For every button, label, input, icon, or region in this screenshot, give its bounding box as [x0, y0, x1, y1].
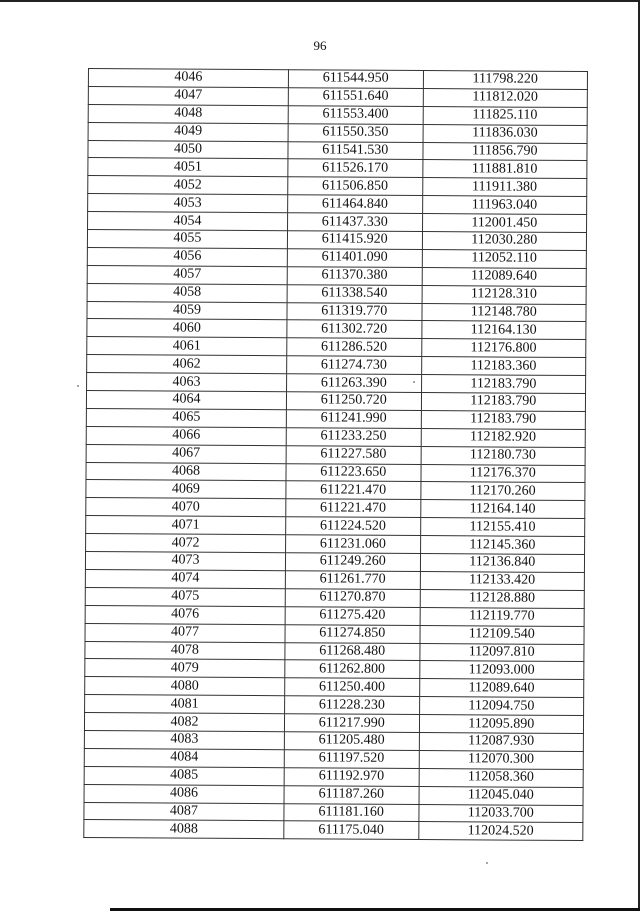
y-coordinate-cell: 111825.110 — [423, 106, 588, 125]
y-coordinate-cell: 112176.800 — [421, 339, 586, 358]
x-coordinate-cell: 611506.850 — [288, 177, 423, 196]
y-coordinate-cell: 112128.310 — [422, 285, 587, 304]
x-coordinate-cell: 611223.650 — [286, 463, 421, 482]
coordinates-table — [83, 68, 588, 841]
y-coordinate-cell: 111911.380 — [422, 178, 587, 197]
x-coordinate-cell: 611250.720 — [286, 392, 421, 411]
y-coordinate-cell: 112183.790 — [421, 410, 586, 429]
x-coordinate-cell: 611401.090 — [287, 249, 422, 268]
y-coordinate-cell: 112136.840 — [420, 554, 585, 573]
x-coordinate-cell: 611227.580 — [286, 445, 421, 464]
y-coordinate-cell: 112128.880 — [420, 589, 585, 608]
y-coordinate-cell: 112109.540 — [420, 625, 585, 644]
x-coordinate-cell: 611286.520 — [287, 338, 422, 357]
y-coordinate-cell: 111881.810 — [422, 160, 587, 179]
point-id-cell: 4057 — [87, 265, 287, 284]
x-coordinate-cell: 611268.480 — [285, 642, 420, 661]
x-coordinate-cell: 611263.390 — [286, 374, 421, 393]
table-row — [84, 820, 583, 841]
point-id-cell: 4085 — [84, 766, 284, 785]
y-coordinate-cell: 112087.930 — [419, 732, 584, 751]
point-id-cell: 4047 — [88, 86, 288, 105]
point-id-cell: 4087 — [84, 802, 284, 821]
x-coordinate-cell: 611274.850 — [285, 624, 420, 643]
point-id-cell: 4079 — [85, 659, 285, 678]
x-coordinate-cell: 611181.160 — [284, 803, 419, 822]
y-coordinate-cell: 112164.140 — [420, 500, 585, 519]
point-id-cell: 4081 — [85, 695, 285, 714]
point-id-cell: 4068 — [86, 462, 286, 481]
point-id-cell: 4074 — [85, 569, 285, 588]
x-coordinate-cell: 611197.520 — [284, 750, 419, 769]
point-id-cell: 4065 — [86, 408, 286, 427]
y-coordinate-cell: 111798.220 — [423, 71, 588, 90]
x-coordinate-cell: 611261.770 — [285, 571, 420, 590]
point-id-cell: 4063 — [87, 373, 287, 392]
x-coordinate-cell: 611415.920 — [287, 231, 422, 250]
y-coordinate-cell: 112001.450 — [422, 214, 587, 233]
y-coordinate-cell: 111963.040 — [422, 196, 587, 215]
page-number: 96 — [313, 38, 327, 53]
y-coordinate-cell: 112170.260 — [420, 482, 585, 501]
y-coordinate-cell: 112145.360 — [420, 536, 585, 555]
x-coordinate-cell: 611175.040 — [284, 821, 419, 840]
x-coordinate-cell: 611192.970 — [284, 767, 419, 786]
x-coordinate-cell: 611338.540 — [287, 284, 422, 303]
y-coordinate-cell: 112058.360 — [419, 768, 584, 787]
x-coordinate-cell: 611249.260 — [285, 553, 420, 572]
x-coordinate-cell: 611553.400 — [288, 106, 423, 125]
x-coordinate-cell: 611544.950 — [288, 70, 423, 89]
x-coordinate-cell: 611187.260 — [284, 785, 419, 804]
y-coordinate-cell: 112089.640 — [419, 679, 584, 698]
y-coordinate-cell: 112024.520 — [418, 822, 583, 841]
x-coordinate-cell: 611262.800 — [285, 660, 420, 679]
y-coordinate-cell: 111812.020 — [423, 88, 588, 107]
y-coordinate-cell: 112093.000 — [419, 661, 584, 680]
x-coordinate-cell: 611319.770 — [287, 302, 422, 321]
y-coordinate-cell: 112176.370 — [421, 464, 586, 483]
point-id-cell: 4058 — [87, 283, 287, 302]
point-id-cell: 4067 — [86, 444, 286, 463]
y-coordinate-cell: 112030.280 — [422, 232, 587, 251]
y-coordinate-cell: 112133.420 — [420, 571, 585, 590]
y-coordinate-cell: 112094.750 — [419, 697, 584, 716]
x-coordinate-cell: 611437.330 — [287, 213, 422, 232]
x-coordinate-cell: 611250.400 — [285, 678, 420, 697]
point-id-cell: 4060 — [87, 319, 287, 338]
point-id-cell: 4088 — [84, 820, 284, 839]
point-id-cell: 4070 — [86, 498, 286, 517]
point-id-cell: 4084 — [84, 748, 284, 767]
x-coordinate-cell: 611231.060 — [286, 535, 421, 554]
y-coordinate-cell: 112097.810 — [419, 643, 584, 662]
point-id-cell: 4048 — [88, 104, 288, 123]
y-coordinate-cell: 112148.780 — [422, 303, 587, 322]
point-id-cell: 4061 — [87, 337, 287, 356]
point-id-cell: 4086 — [84, 784, 284, 803]
y-coordinate-cell: 112070.300 — [419, 750, 584, 769]
x-coordinate-cell: 611221.470 — [286, 481, 421, 500]
point-id-cell: 4049 — [88, 122, 288, 141]
y-coordinate-cell: 112033.700 — [418, 804, 583, 823]
point-id-cell: 4082 — [84, 713, 284, 732]
x-coordinate-cell: 611241.990 — [286, 410, 421, 429]
x-coordinate-cell: 611551.640 — [288, 88, 423, 107]
point-id-cell: 4053 — [88, 194, 288, 213]
scan-speck — [77, 385, 79, 387]
point-id-cell: 4054 — [88, 212, 288, 231]
x-coordinate-cell: 611233.250 — [286, 428, 421, 447]
x-coordinate-cell: 611221.470 — [286, 499, 421, 518]
point-id-cell: 4075 — [85, 587, 285, 606]
y-coordinate-cell: 112180.730 — [421, 446, 586, 465]
y-coordinate-cell: 111836.030 — [423, 124, 588, 143]
x-coordinate-cell: 611302.720 — [287, 320, 422, 339]
y-coordinate-cell: 112095.890 — [419, 715, 584, 734]
y-coordinate-cell: 112119.770 — [420, 607, 585, 626]
y-coordinate-cell: 112182.920 — [421, 428, 586, 447]
x-coordinate-cell: 611464.840 — [288, 195, 423, 214]
point-id-cell: 4073 — [85, 552, 285, 571]
y-coordinate-cell: 112045.040 — [419, 786, 584, 805]
page-edge-top — [0, 0, 640, 2]
point-id-cell: 4072 — [86, 534, 286, 553]
y-coordinate-cell: 112183.360 — [421, 357, 586, 376]
x-coordinate-cell: 611550.350 — [288, 123, 423, 142]
y-coordinate-cell: 112183.790 — [421, 375, 586, 394]
scan-speck — [413, 381, 415, 383]
coordinates-table-body — [84, 69, 588, 841]
point-id-cell: 4046 — [88, 69, 288, 88]
x-coordinate-cell: 611224.520 — [286, 517, 421, 536]
x-coordinate-cell: 611274.730 — [287, 356, 422, 375]
y-coordinate-cell: 111856.790 — [423, 142, 588, 161]
x-coordinate-cell: 611370.380 — [287, 267, 422, 286]
x-coordinate-cell: 611205.480 — [284, 732, 419, 751]
point-id-cell: 4071 — [86, 516, 286, 535]
point-id-cell: 4059 — [87, 301, 287, 320]
point-id-cell: 4050 — [88, 140, 288, 159]
point-id-cell: 4064 — [86, 391, 286, 410]
y-coordinate-cell: 112155.410 — [420, 518, 585, 537]
point-id-cell: 4076 — [85, 605, 285, 624]
x-coordinate-cell: 611228.230 — [285, 696, 420, 715]
point-id-cell: 4056 — [87, 247, 287, 266]
point-id-cell: 4080 — [85, 677, 285, 696]
x-coordinate-cell: 611526.170 — [288, 159, 423, 178]
point-id-cell: 4055 — [87, 230, 287, 249]
x-coordinate-cell: 611275.420 — [285, 606, 420, 625]
point-id-cell: 4066 — [86, 426, 286, 445]
y-coordinate-cell: 112089.640 — [422, 267, 587, 286]
scan-speck — [486, 862, 488, 864]
x-coordinate-cell: 611541.530 — [288, 141, 423, 160]
point-id-cell: 4077 — [85, 623, 285, 642]
point-id-cell: 4062 — [87, 355, 287, 374]
point-id-cell: 4083 — [84, 730, 284, 749]
y-coordinate-cell: 112052.110 — [422, 249, 587, 268]
x-coordinate-cell: 611270.870 — [285, 589, 420, 608]
point-id-cell: 4069 — [86, 480, 286, 499]
point-id-cell: 4078 — [85, 641, 285, 660]
point-id-cell: 4052 — [88, 176, 288, 195]
y-coordinate-cell: 112164.130 — [421, 321, 586, 340]
point-id-cell: 4051 — [88, 158, 288, 177]
x-coordinate-cell: 611217.990 — [284, 714, 419, 733]
y-coordinate-cell: 112183.790 — [421, 393, 586, 412]
